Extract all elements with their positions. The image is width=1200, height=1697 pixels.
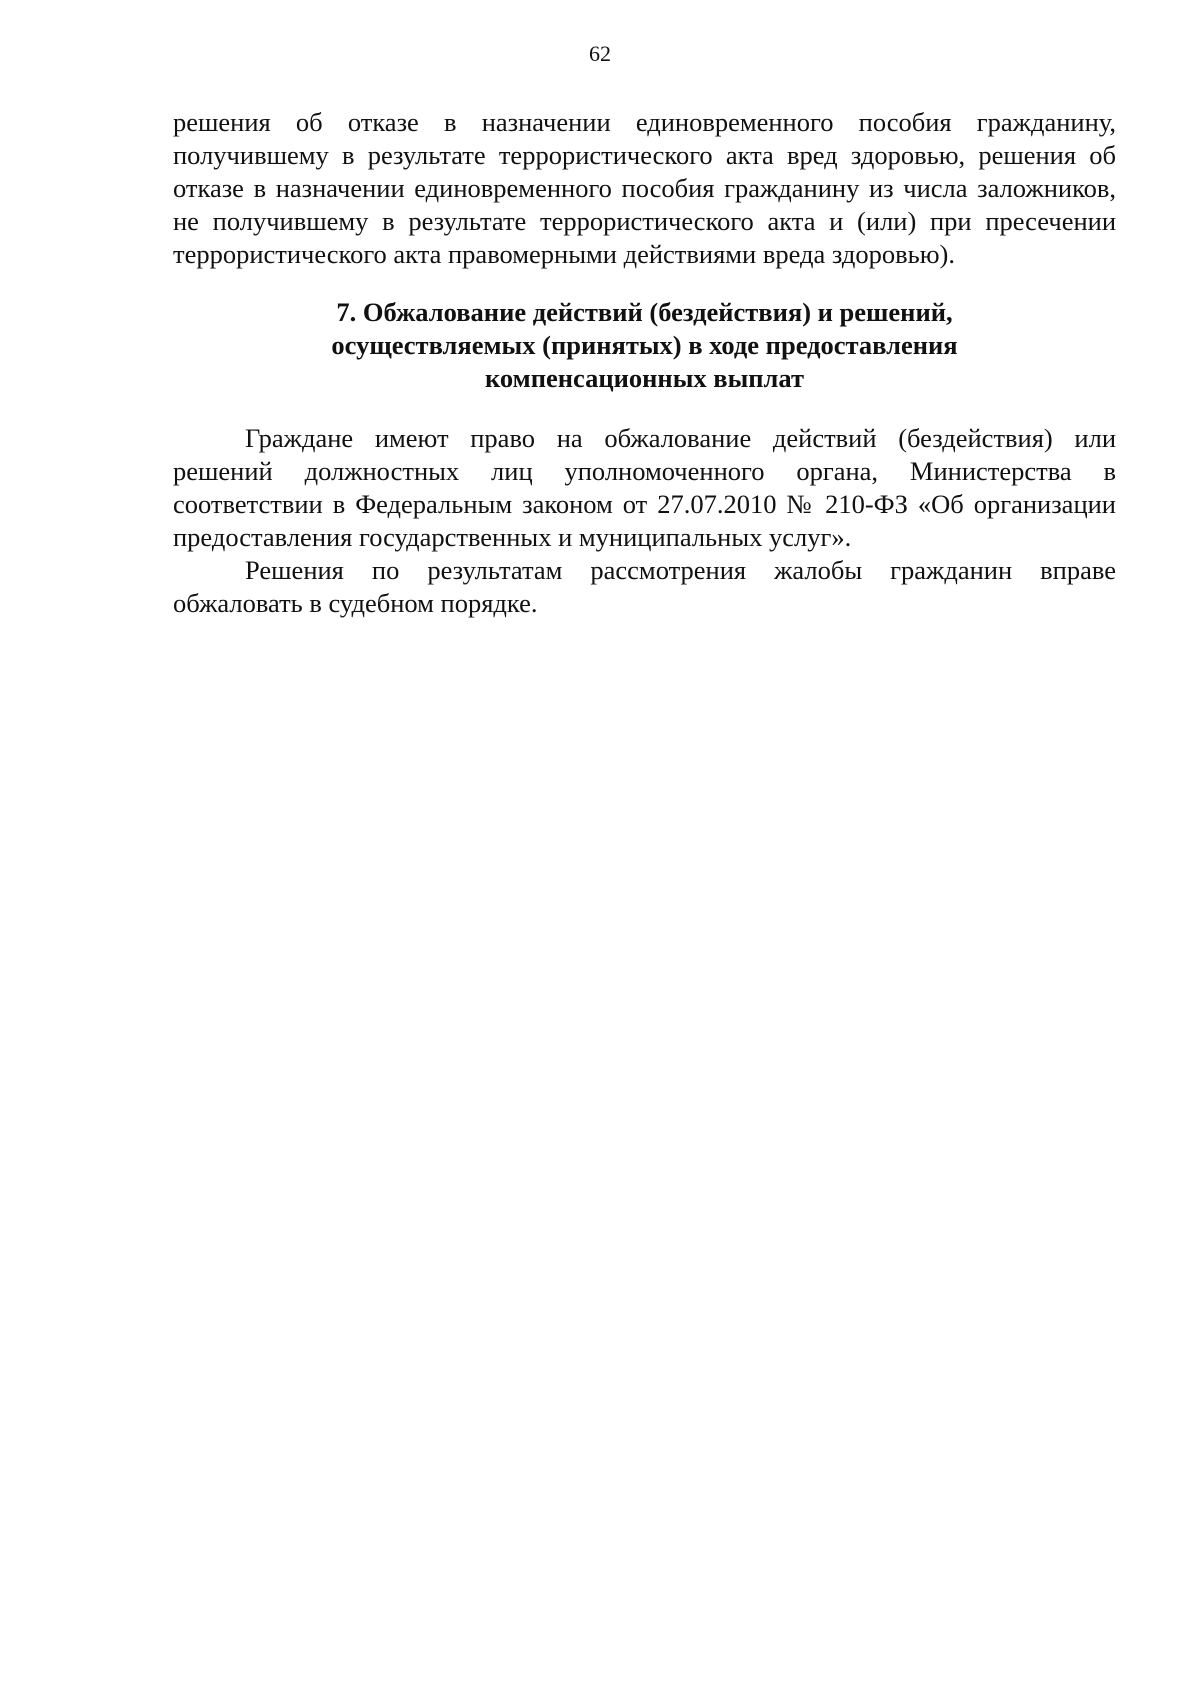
section-heading-line-1: 7. Обжалование действий (бездействия) и решений, <box>336 297 953 327</box>
appeal-rights-paragraph: Граждане имеют право на обжалование действий (бездействия) или решений должностных лиц уполномоченного органа, Министерства в соответствии в Федеральным законом от 27.07.2010 № 210-ФЗ «Об организации предоставления государственных и муниципальных услуг». <box>173 423 1116 552</box>
section-heading-line-3: компенсационных выплат <box>485 363 804 393</box>
page-number: 62 <box>589 41 611 66</box>
page-content <box>173 106 1116 620</box>
court-appeal-paragraph: Решения по результатам рассмотрения жалобы гражданин вправе обжаловать в судебном порядке. <box>173 555 1116 618</box>
section-heading <box>173 296 1116 395</box>
intro-paragraph: решения об отказе в назначении единовременного пособия гражданину, получившему в результате террористического акта вред здоровью, решения об отказе в назначении единовременного пособия гражданину из числа заложников, не получившему в результате террористического акта и (или) при пресечении террористического акта правомерными действиями вреда здоровью). <box>173 107 1116 269</box>
section-heading-line-2: осуществляемых (принятых) в ходе предоставления <box>331 330 958 360</box>
